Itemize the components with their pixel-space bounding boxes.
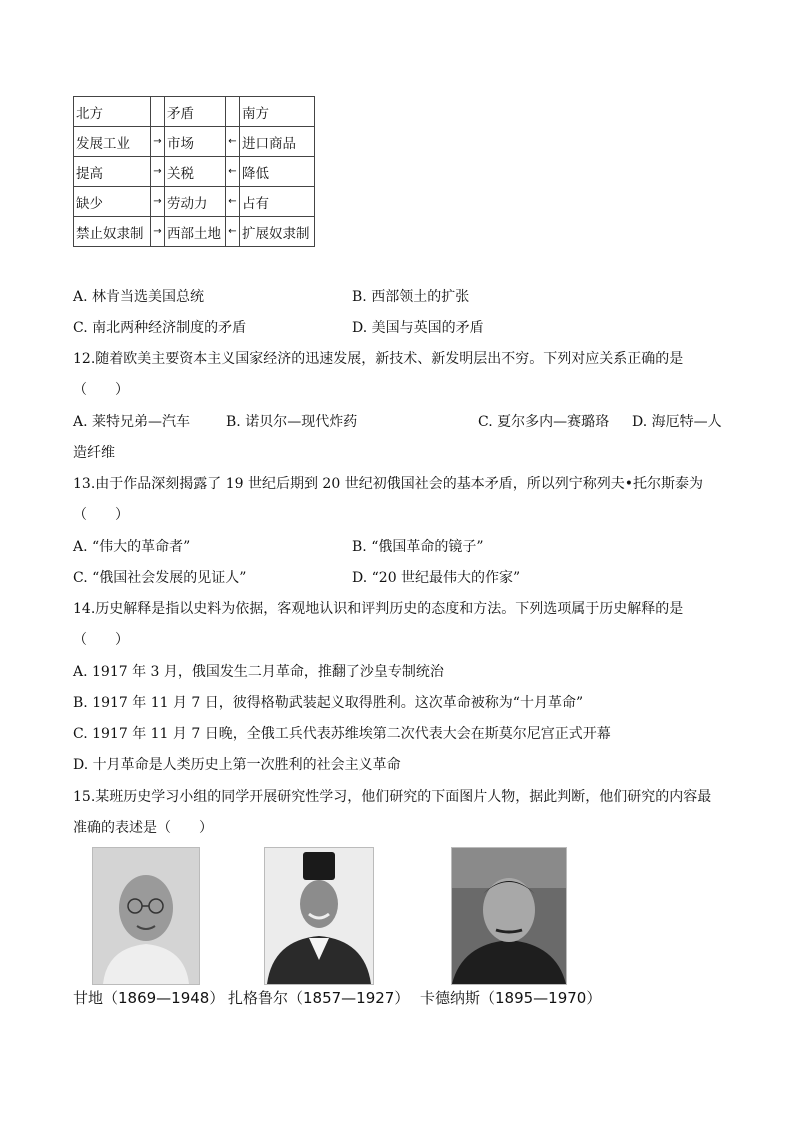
table-cell: 提高 — [74, 157, 151, 187]
q13-option-a: A. “伟大的革命者” — [73, 539, 191, 555]
q15-stem: 15.某班历史学习小组的同学开展研究性学习，他们研究的下面图片人物，据此判断，他们研究的内容最 — [73, 789, 712, 805]
zaghlul-portrait-icon — [265, 848, 373, 984]
table-cell: 缺少 — [74, 187, 151, 217]
q11-option-b: B. 西部领土的扩张 — [352, 289, 470, 305]
arrow-right-icon: → — [151, 127, 165, 157]
table-cell: 扩展奴隶制 — [240, 217, 315, 247]
gandhi-portrait-icon — [93, 848, 199, 984]
q13-option-c: C. “俄国社会发展的见证人” — [73, 570, 247, 586]
table-cell: 西部土地 — [165, 217, 226, 247]
table-cell: 北方 — [74, 97, 151, 127]
gandhi-portrait — [92, 847, 200, 985]
q13-option-d: D. “20 世纪最伟大的作家” — [352, 570, 521, 586]
table-cell — [226, 97, 240, 127]
q14-option-a: A. 1917 年 3 月，俄国发生二月革命，推翻了沙皇专制统治 — [73, 664, 444, 680]
q11-option-c: C. 南北两种经济制度的矛盾 — [73, 320, 247, 336]
zaghlul-portrait — [264, 847, 374, 985]
q12-stem: 12.随着欧美主要资本主义国家经济的迅速发展，新技术、新发明层出不穷。下列对应关系正确的是 — [73, 351, 684, 367]
q12-option-c: C. 夏尔多内—赛璐珞 — [478, 414, 610, 430]
arrow-left-icon: ← — [226, 217, 240, 247]
caption-cardenas: 卡德纳斯（1895—1970） — [420, 989, 602, 1007]
q14-option-d: D. 十月革命是人类历史上第一次胜利的社会主义革命 — [73, 757, 401, 773]
q13-answer-paren: （ ） — [73, 507, 129, 523]
q11-option-d: D. 美国与英国的矛盾 — [352, 320, 484, 336]
table-row — [74, 217, 315, 247]
arrow-left-icon: ← — [226, 127, 240, 157]
q14-option-c: C. 1917 年 11 月 7 日晚，全俄工兵代表苏维埃第二次代表大会在斯莫尔尼宫正式开幕 — [73, 726, 611, 742]
cardenas-portrait — [451, 847, 567, 985]
q12-option-a: A. 莱特兄弟—汽车 — [73, 414, 191, 430]
table-cell: 占有 — [240, 187, 315, 217]
arrow-left-icon: ← — [226, 187, 240, 217]
q12-option-d: D. 海厄特—人 — [632, 414, 722, 430]
cardenas-portrait-icon — [452, 848, 566, 984]
q12-answer-paren: （ ） — [73, 382, 129, 398]
q14-option-b: B. 1917 年 11 月 7 日，彼得格勒武装起义取得胜利。这次革命被称为“十月革命” — [73, 695, 584, 711]
table-cell: 劳动力 — [165, 187, 226, 217]
arrow-right-icon: → — [151, 157, 165, 187]
table-cell: 关税 — [165, 157, 226, 187]
arrow-right-icon: → — [151, 187, 165, 217]
q15-stem-continued: 准确的表述是（ ） — [73, 820, 213, 836]
caption-gandhi: 甘地（1869—1948） — [73, 989, 225, 1007]
q12-option-b: B. 诺贝尔—现代炸药 — [226, 414, 358, 430]
q13-option-b: B. “俄国革命的镜子” — [352, 539, 484, 555]
table-cell: 市场 — [165, 127, 226, 157]
table-row — [74, 127, 315, 157]
q14-answer-paren: （ ） — [73, 632, 129, 648]
arrow-right-icon: → — [151, 217, 165, 247]
table-cell: 禁止奴隶制 — [74, 217, 151, 247]
table-cell: 降低 — [240, 157, 315, 187]
table-cell: 南方 — [240, 97, 315, 127]
q12-option-d-continued: 造纤维 — [73, 445, 115, 461]
comparison-table — [73, 96, 315, 247]
caption-zaghlul: 扎格鲁尔（1857—1927） — [228, 989, 410, 1007]
table-cell: 进口商品 — [240, 127, 315, 157]
table-row — [74, 187, 315, 217]
table-cell: 发展工业 — [74, 127, 151, 157]
arrow-left-icon: ← — [226, 157, 240, 187]
table-cell — [151, 97, 165, 127]
table-header-row — [74, 97, 315, 127]
q11-option-a: A. 林肯当选美国总统 — [73, 289, 205, 305]
q13-stem: 13.由于作品深刻揭露了 19 世纪后期到 20 世纪初俄国社会的基本矛盾，所以列宁称列夫•托尔斯泰为 — [73, 476, 703, 492]
table-row — [74, 157, 315, 187]
q14-stem: 14.历史解释是指以史料为依据，客观地认识和评判历史的态度和方法。下列选项属于历史解释的是 — [73, 601, 684, 617]
table-cell: 矛盾 — [165, 97, 226, 127]
